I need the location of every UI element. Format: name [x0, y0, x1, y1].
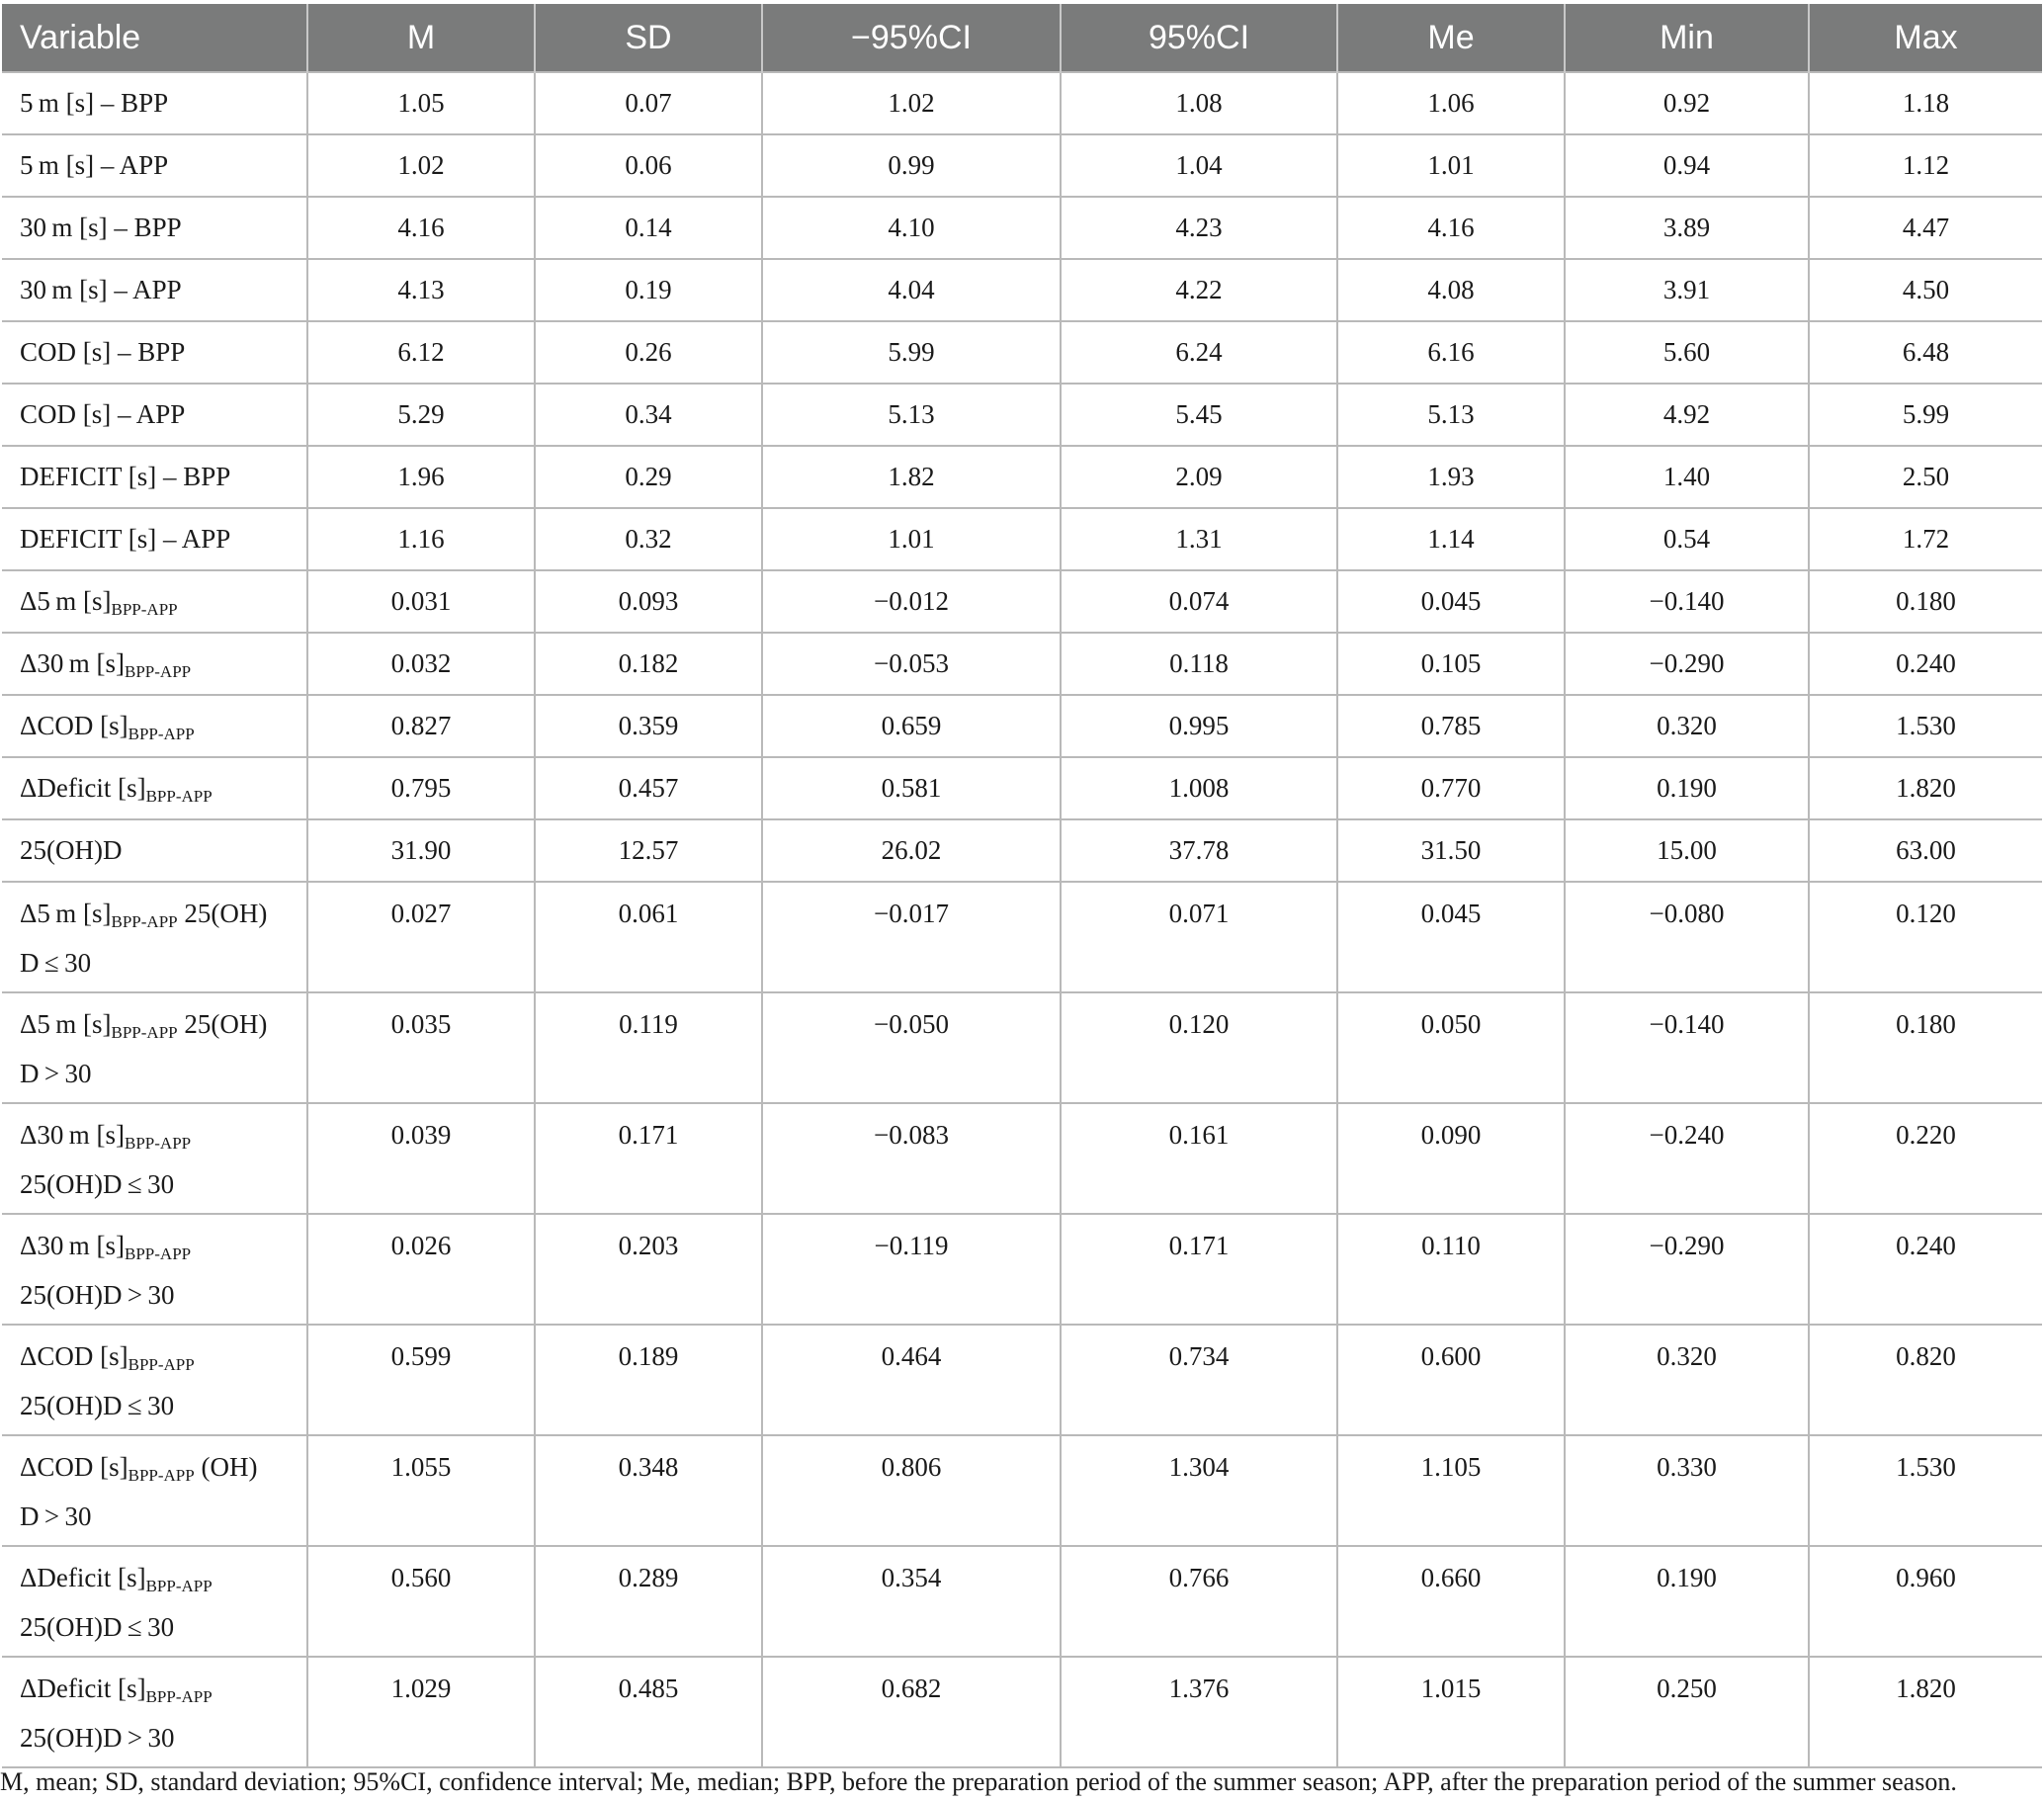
sd-cell: 0.34: [535, 384, 762, 446]
max-cell: 1.820: [1809, 1657, 2042, 1767]
table-row: [2, 1325, 2042, 1435]
sd-cell: 0.26: [535, 321, 762, 384]
variable-label-line2: D > 30: [20, 1501, 92, 1531]
sd-cell: 0.348: [535, 1435, 762, 1546]
variable-cell: [2, 321, 307, 384]
max-cell: 0.180: [1809, 570, 2042, 633]
upper-ci-cell: 1.08: [1061, 72, 1337, 134]
mean-cell: 1.055: [307, 1435, 535, 1546]
variable-label: Δ5 m [s]: [20, 1009, 112, 1039]
median-cell: 4.16: [1337, 197, 1565, 259]
mean-cell: 1.029: [307, 1657, 535, 1767]
header-median: Me: [1337, 4, 1565, 72]
variable-subscript: BPP-APP: [125, 1134, 192, 1153]
sd-cell: 0.485: [535, 1657, 762, 1767]
lower-ci-cell: 26.02: [762, 819, 1061, 882]
mean-cell: 0.026: [307, 1214, 535, 1325]
variable-label: COD [s] – APP: [20, 399, 186, 429]
mean-cell: 1.96: [307, 446, 535, 508]
table-row: [2, 134, 2042, 197]
table-row: [2, 1435, 2042, 1546]
sd-cell: 0.14: [535, 197, 762, 259]
median-cell: 1.06: [1337, 72, 1565, 134]
lower-ci-cell: 4.04: [762, 259, 1061, 321]
variable-cell: [2, 259, 307, 321]
lower-ci-cell: −0.017: [762, 882, 1061, 992]
variable-label-line2: D ≤ 30: [20, 948, 92, 978]
upper-ci-cell: 1.31: [1061, 508, 1337, 570]
variable-cell: [2, 1546, 307, 1657]
mean-cell: 0.032: [307, 633, 535, 695]
upper-ci-cell: 6.24: [1061, 321, 1337, 384]
max-cell: 0.180: [1809, 992, 2042, 1103]
min-cell: −0.080: [1565, 882, 1809, 992]
median-cell: 0.105: [1337, 633, 1565, 695]
variable-label: 30 m [s] – BPP: [20, 213, 182, 242]
min-cell: 3.91: [1565, 259, 1809, 321]
mean-cell: 0.031: [307, 570, 535, 633]
variable-label: ΔCOD [s]: [20, 1341, 128, 1371]
variable-subscript: BPP-APP: [111, 1023, 178, 1042]
variable-subscript: BPP-APP: [128, 1355, 195, 1374]
header-max: Max: [1809, 4, 2042, 72]
upper-ci-cell: 0.995: [1061, 695, 1337, 757]
header-sd: SD: [535, 4, 762, 72]
min-cell: −0.240: [1565, 1103, 1809, 1214]
table-row: [2, 384, 2042, 446]
max-cell: 0.960: [1809, 1546, 2042, 1657]
variable-label: DEFICIT [s] – BPP: [20, 462, 231, 491]
upper-ci-cell: 0.766: [1061, 1546, 1337, 1657]
table-row: [2, 1546, 2042, 1657]
lower-ci-cell: 0.682: [762, 1657, 1061, 1767]
max-cell: 4.50: [1809, 259, 2042, 321]
min-cell: −0.290: [1565, 633, 1809, 695]
sd-cell: 0.19: [535, 259, 762, 321]
variable-subscript: BPP-APP: [128, 1466, 195, 1485]
variable-subscript: BPP-APP: [128, 725, 195, 743]
variable-label: ΔDeficit [s]: [20, 1563, 146, 1592]
lower-ci-cell: 0.99: [762, 134, 1061, 197]
variable-label: COD [s] – BPP: [20, 337, 186, 367]
variable-label: ΔDeficit [s]: [20, 773, 146, 803]
sd-cell: 0.289: [535, 1546, 762, 1657]
max-cell: 4.47: [1809, 197, 2042, 259]
variable-cell: [2, 1214, 307, 1325]
max-cell: 63.00: [1809, 819, 2042, 882]
max-cell: 0.820: [1809, 1325, 2042, 1435]
variable-label-line1: [20, 993, 298, 1049]
lower-ci-cell: 0.581: [762, 757, 1061, 819]
mean-cell: 31.90: [307, 819, 535, 882]
variable-label-line2: 25(OH)D > 30: [20, 1280, 175, 1310]
table-row: [2, 508, 2042, 570]
variable-cell: [2, 757, 307, 819]
sd-cell: 12.57: [535, 819, 762, 882]
table-header-row: [2, 4, 2042, 72]
variable-label-line1: [20, 1104, 298, 1159]
mean-cell: 0.560: [307, 1546, 535, 1657]
upper-ci-cell: 37.78: [1061, 819, 1337, 882]
variable-cell: [2, 992, 307, 1103]
variable-label: Δ30 m [s]: [20, 1231, 126, 1260]
median-cell: 0.110: [1337, 1214, 1565, 1325]
table-row: [2, 259, 2042, 321]
max-cell: 0.240: [1809, 633, 2042, 695]
upper-ci-cell: 0.118: [1061, 633, 1337, 695]
max-cell: 1.12: [1809, 134, 2042, 197]
variable-label-line2: 25(OH)D > 30: [20, 1723, 175, 1753]
table-row: [2, 1657, 2042, 1767]
variable-label-line2: D > 30: [20, 1059, 92, 1088]
median-cell: 0.770: [1337, 757, 1565, 819]
min-cell: 0.94: [1565, 134, 1809, 197]
table-footnote: M, mean; SD, standard deviation; 95%CI, confidence interval; Me, median; BPP, before the preparation period of the summer season; APP, after the preparation period of the summer season.: [0, 1767, 1957, 1796]
variable-cell: [2, 1435, 307, 1546]
max-cell: 1.820: [1809, 757, 2042, 819]
min-cell: 5.60: [1565, 321, 1809, 384]
max-cell: 5.99: [1809, 384, 2042, 446]
max-cell: 1.18: [1809, 72, 2042, 134]
table-row: [2, 819, 2042, 882]
mean-cell: 0.039: [307, 1103, 535, 1214]
lower-ci-cell: −0.083: [762, 1103, 1061, 1214]
table-row: [2, 633, 2042, 695]
min-cell: 0.320: [1565, 695, 1809, 757]
variable-cell: [2, 384, 307, 446]
min-cell: 3.89: [1565, 197, 1809, 259]
lower-ci-cell: 1.01: [762, 508, 1061, 570]
min-cell: 1.40: [1565, 446, 1809, 508]
table-row: [2, 757, 2042, 819]
variable-label: ΔCOD [s]: [20, 711, 128, 740]
variable-label: DEFICIT [s] – APP: [20, 524, 231, 554]
variable-subscript: BPP-APP: [125, 662, 192, 681]
mean-cell: 0.795: [307, 757, 535, 819]
sd-cell: 0.093: [535, 570, 762, 633]
median-cell: 0.090: [1337, 1103, 1565, 1214]
max-cell: 2.50: [1809, 446, 2042, 508]
median-cell: 6.16: [1337, 321, 1565, 384]
variable-label: 5 m [s] – BPP: [20, 88, 169, 118]
variable-cell: [2, 72, 307, 134]
header-lower-ci: −95%CI: [762, 4, 1061, 72]
upper-ci-cell: 0.161: [1061, 1103, 1337, 1214]
variable-label: ΔCOD [s]: [20, 1452, 128, 1482]
variable-label: Δ30 m [s]: [20, 1120, 126, 1150]
median-cell: 1.01: [1337, 134, 1565, 197]
variable-label-line2: 25(OH)D ≤ 30: [20, 1612, 175, 1642]
upper-ci-cell: 1.008: [1061, 757, 1337, 819]
variable-label: Δ5 m [s]: [20, 586, 112, 616]
variable-cell: [2, 819, 307, 882]
table-row: [2, 321, 2042, 384]
variable-label-line1: [20, 1436, 298, 1492]
max-cell: 1.530: [1809, 1435, 2042, 1546]
variable-cell: [2, 882, 307, 992]
sd-cell: 0.06: [535, 134, 762, 197]
upper-ci-cell: 4.23: [1061, 197, 1337, 259]
upper-ci-cell: 0.734: [1061, 1325, 1337, 1435]
lower-ci-cell: −0.050: [762, 992, 1061, 1103]
median-cell: 31.50: [1337, 819, 1565, 882]
mean-cell: 0.035: [307, 992, 535, 1103]
median-cell: 1.14: [1337, 508, 1565, 570]
median-cell: 1.105: [1337, 1435, 1565, 1546]
lower-ci-cell: 5.99: [762, 321, 1061, 384]
max-cell: 0.220: [1809, 1103, 2042, 1214]
min-cell: 15.00: [1565, 819, 1809, 882]
upper-ci-cell: 4.22: [1061, 259, 1337, 321]
variable-label-line1: [20, 1658, 298, 1713]
header-min: Min: [1565, 4, 1809, 72]
upper-ci-cell: 1.304: [1061, 1435, 1337, 1546]
lower-ci-cell: 0.659: [762, 695, 1061, 757]
sd-cell: 0.061: [535, 882, 762, 992]
mean-cell: 6.12: [307, 321, 535, 384]
lower-ci-cell: −0.012: [762, 570, 1061, 633]
sd-cell: 0.119: [535, 992, 762, 1103]
mean-cell: 5.29: [307, 384, 535, 446]
min-cell: 0.190: [1565, 757, 1809, 819]
variable-cell: [2, 1657, 307, 1767]
variable-label-line1: [20, 883, 298, 938]
max-cell: 6.48: [1809, 321, 2042, 384]
upper-ci-cell: 0.120: [1061, 992, 1337, 1103]
descriptive-statistics-table: [2, 4, 2042, 1768]
header-variable: Variable: [2, 4, 307, 72]
median-cell: 0.785: [1337, 695, 1565, 757]
variable-cell: [2, 197, 307, 259]
mean-cell: 1.05: [307, 72, 535, 134]
sd-cell: 0.203: [535, 1214, 762, 1325]
sd-cell: 0.182: [535, 633, 762, 695]
max-cell: 1.530: [1809, 695, 2042, 757]
min-cell: 0.320: [1565, 1325, 1809, 1435]
lower-ci-cell: 0.464: [762, 1325, 1061, 1435]
min-cell: −0.140: [1565, 992, 1809, 1103]
min-cell: −0.140: [1565, 570, 1809, 633]
variable-subscript: BPP-APP: [111, 912, 178, 931]
variable-subscript: BPP-APP: [145, 1687, 213, 1706]
variable-subscript: BPP-APP: [145, 1577, 213, 1595]
variable-cell: [2, 1325, 307, 1435]
lower-ci-cell: 1.82: [762, 446, 1061, 508]
variable-cell: [2, 633, 307, 695]
median-cell: 0.045: [1337, 570, 1565, 633]
min-cell: 0.92: [1565, 72, 1809, 134]
median-cell: 0.045: [1337, 882, 1565, 992]
variable-label-suffix: (OH): [194, 1452, 258, 1482]
mean-cell: 4.13: [307, 259, 535, 321]
max-cell: 0.240: [1809, 1214, 2042, 1325]
sd-cell: 0.29: [535, 446, 762, 508]
variable-label-suffix: 25(OH): [177, 899, 268, 928]
median-cell: 4.08: [1337, 259, 1565, 321]
variable-label: Δ5 m [s]: [20, 899, 112, 928]
variable-cell: [2, 508, 307, 570]
sd-cell: 0.457: [535, 757, 762, 819]
sd-cell: 0.32: [535, 508, 762, 570]
min-cell: 4.92: [1565, 384, 1809, 446]
mean-cell: 1.16: [307, 508, 535, 570]
sd-cell: 0.359: [535, 695, 762, 757]
median-cell: 0.050: [1337, 992, 1565, 1103]
header-mean: M: [307, 4, 535, 72]
sd-cell: 0.189: [535, 1325, 762, 1435]
table-row: [2, 197, 2042, 259]
variable-label: Δ30 m [s]: [20, 648, 126, 678]
table-row: [2, 570, 2042, 633]
median-cell: 0.600: [1337, 1325, 1565, 1435]
variable-cell: [2, 134, 307, 197]
variable-label-line1: [20, 1326, 298, 1381]
header-upper-ci: 95%CI: [1061, 4, 1337, 72]
upper-ci-cell: 0.071: [1061, 882, 1337, 992]
variable-label-line2: 25(OH)D ≤ 30: [20, 1391, 175, 1420]
lower-ci-cell: 4.10: [762, 197, 1061, 259]
variable-label-line2: 25(OH)D ≤ 30: [20, 1169, 175, 1199]
max-cell: 1.72: [1809, 508, 2042, 570]
mean-cell: 4.16: [307, 197, 535, 259]
table-row: [2, 72, 2042, 134]
variable-label-line1: [20, 1215, 298, 1270]
table-row: [2, 992, 2042, 1103]
mean-cell: 0.599: [307, 1325, 535, 1435]
lower-ci-cell: 1.02: [762, 72, 1061, 134]
mean-cell: 0.827: [307, 695, 535, 757]
mean-cell: 0.027: [307, 882, 535, 992]
table-row: [2, 1103, 2042, 1214]
variable-subscript: BPP-APP: [125, 1244, 192, 1263]
upper-ci-cell: 0.074: [1061, 570, 1337, 633]
table-row: [2, 882, 2042, 992]
variable-cell: [2, 695, 307, 757]
variable-cell: [2, 446, 307, 508]
table-body: [2, 72, 2042, 1767]
median-cell: 1.93: [1337, 446, 1565, 508]
table-row: [2, 695, 2042, 757]
min-cell: 0.190: [1565, 1546, 1809, 1657]
min-cell: 0.54: [1565, 508, 1809, 570]
upper-ci-cell: 0.171: [1061, 1214, 1337, 1325]
median-cell: 0.660: [1337, 1546, 1565, 1657]
upper-ci-cell: 2.09: [1061, 446, 1337, 508]
lower-ci-cell: −0.053: [762, 633, 1061, 695]
variable-label: 25(OH)D: [20, 835, 123, 865]
variable-label: 30 m [s] – APP: [20, 275, 182, 304]
mean-cell: 1.02: [307, 134, 535, 197]
median-cell: 5.13: [1337, 384, 1565, 446]
upper-ci-cell: 1.376: [1061, 1657, 1337, 1767]
min-cell: −0.290: [1565, 1214, 1809, 1325]
variable-subscript: BPP-APP: [145, 787, 213, 806]
variable-cell: [2, 1103, 307, 1214]
lower-ci-cell: −0.119: [762, 1214, 1061, 1325]
table-row: [2, 446, 2042, 508]
upper-ci-cell: 5.45: [1061, 384, 1337, 446]
min-cell: 0.330: [1565, 1435, 1809, 1546]
table-row: [2, 1214, 2042, 1325]
sd-cell: 0.07: [535, 72, 762, 134]
sd-cell: 0.171: [535, 1103, 762, 1214]
max-cell: 0.120: [1809, 882, 2042, 992]
lower-ci-cell: 0.806: [762, 1435, 1061, 1546]
upper-ci-cell: 1.04: [1061, 134, 1337, 197]
lower-ci-cell: 0.354: [762, 1546, 1061, 1657]
variable-label: 5 m [s] – APP: [20, 150, 169, 180]
variable-subscript: BPP-APP: [111, 600, 178, 619]
variable-cell: [2, 570, 307, 633]
variable-label-suffix: 25(OH): [177, 1009, 268, 1039]
min-cell: 0.250: [1565, 1657, 1809, 1767]
median-cell: 1.015: [1337, 1657, 1565, 1767]
lower-ci-cell: 5.13: [762, 384, 1061, 446]
variable-label-line1: [20, 1547, 298, 1602]
variable-label: ΔDeficit [s]: [20, 1673, 146, 1703]
